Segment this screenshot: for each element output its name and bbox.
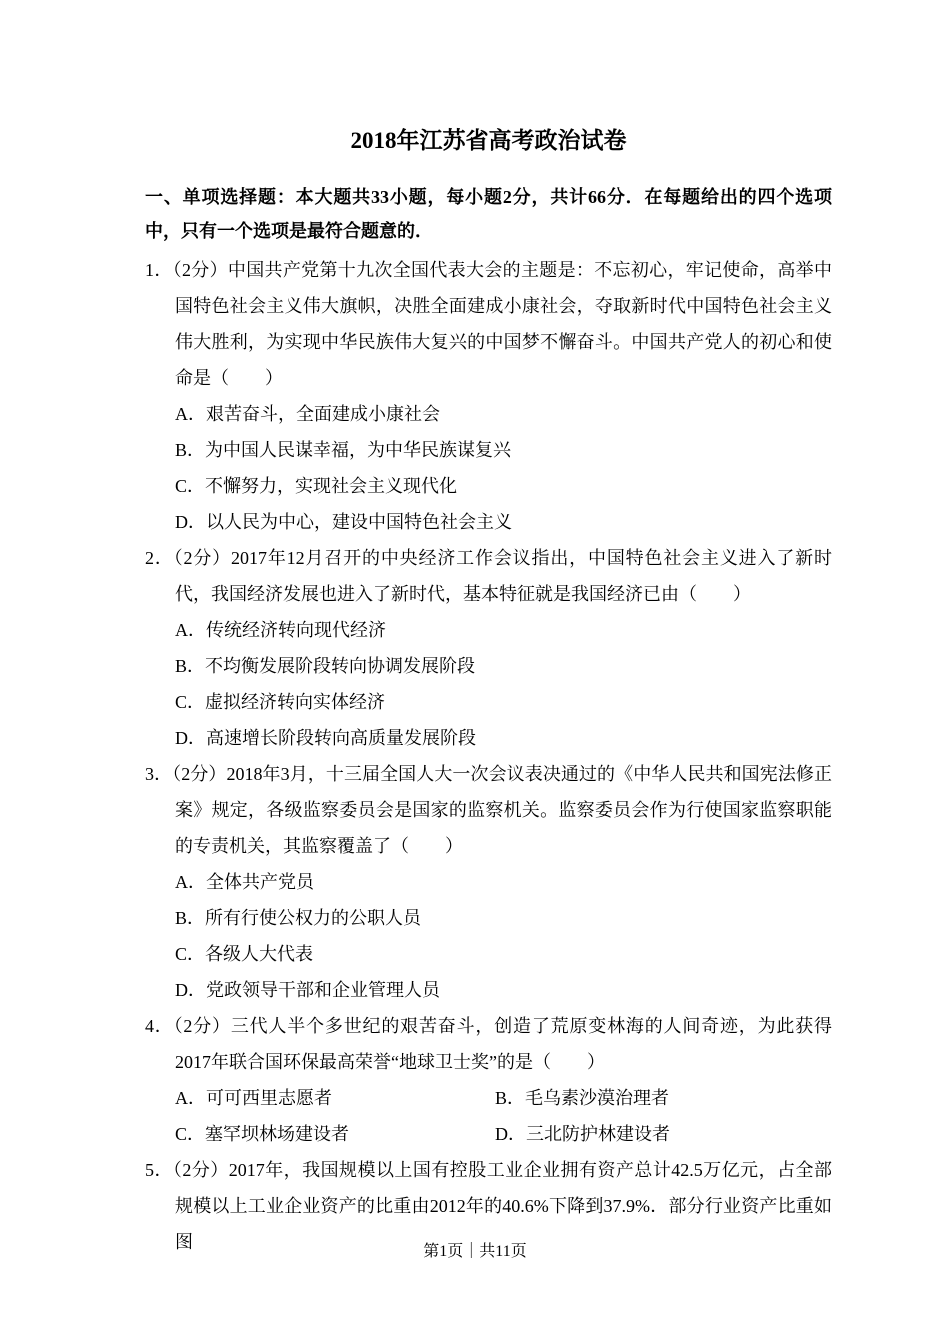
section-instructions: 一、单项选择题：本大题共33小题，每小题2分，共计66分．在每题给出的四个选项中，只有一个选项是最符合题意的．: [145, 187, 832, 241]
question-3-stem: 3．（2分）2018年3月，十三届全国人大一次会议表决通过的《中华人民共和国宪法修正案》规定，各级监察委员会是国家的监察机关。监察委员会作为行使国家监察职能的专责机关，其监察覆盖了（ ）: [145, 764, 832, 856]
question-2-option-b: B．不均衡发展阶段转向协调发展阶段: [175, 656, 476, 676]
question-4-stem: 4．（2分）三代人半个多世纪的艰苦奋斗，创造了荒原变林海的人间奇迹，为此获得2017年联合国环保最高荣誉“地球卫士奖”的是（ ）: [145, 1016, 832, 1072]
question-4-option-a: A．可可西里志愿者: [175, 1088, 332, 1108]
question-4-option-d: D．三北防护林建设者: [495, 1124, 670, 1144]
question-2-stem: 2．（2分）2017年12月召开的中央经济工作会议指出，中国特色社会主义进入了新时代，我国经济发展也进入了新时代，基本特征就是我国经济已由（ ）: [145, 548, 832, 604]
question-2: [145, 540, 832, 756]
question-3: [145, 756, 832, 1008]
question-4: [145, 1008, 832, 1152]
question-2-option-d: D．高速增长阶段转向高质量发展阶段: [175, 728, 476, 748]
question-3-option-b: B．所有行使公权力的公职人员: [175, 908, 422, 928]
page-title: 2018年江苏省高考政治试卷: [350, 128, 627, 153]
page-footer: [0, 1240, 950, 1264]
question-4-options-row-1: [145, 1080, 832, 1116]
question-3-option-a: A．全体共产党员: [175, 872, 314, 892]
question-2-option-c: C．虚拟经济转向实体经济: [175, 692, 386, 712]
question-1-option-c: C．不懈努力，实现社会主义现代化: [175, 476, 458, 496]
page-number: 第1页｜共11页: [423, 1243, 527, 1260]
question-1-option-b: B．为中国人民谋幸福，为中华民族谋复兴: [175, 440, 512, 460]
question-4-option-c: C．塞罕坝林场建设者: [175, 1124, 350, 1144]
question-1: [145, 252, 832, 540]
question-1-stem: 1．（2分）中国共产党第十九次全国代表大会的主题是：不忘初心，牢记使命，高举中国特色社会主义伟大旗帜，决胜全面建成小康社会，夺取新时代中国特色社会主义伟大胜利，为实现中华民族伟大复兴的中国梦不懈奋斗。中国共产党人的初心和使命是（ ）: [145, 260, 832, 388]
question-2-option-a: A．传统经济转向现代经济: [175, 620, 386, 640]
question-3-option-d: D．党政领导干部和企业管理人员: [175, 980, 440, 1000]
question-4-option-b: B．毛乌素沙漠治理者: [495, 1088, 670, 1108]
question-1-option-d: D．以人民为中心，建设中国特色社会主义: [175, 512, 512, 532]
question-3-option-c: C．各级人大代表: [175, 944, 314, 964]
question-4-options-row-2: [145, 1116, 832, 1152]
question-1-option-a: A．艰苦奋斗，全面建成小康社会: [175, 404, 440, 424]
question-5-stem: 5．（2分）2017年，我国规模以上国有控股工业企业拥有资产总计42.5万亿元，占全部规模以上工业企业资产的比重由2012年的40.6%下降到37.9%．部分行业资产比重如图: [145, 1160, 832, 1252]
